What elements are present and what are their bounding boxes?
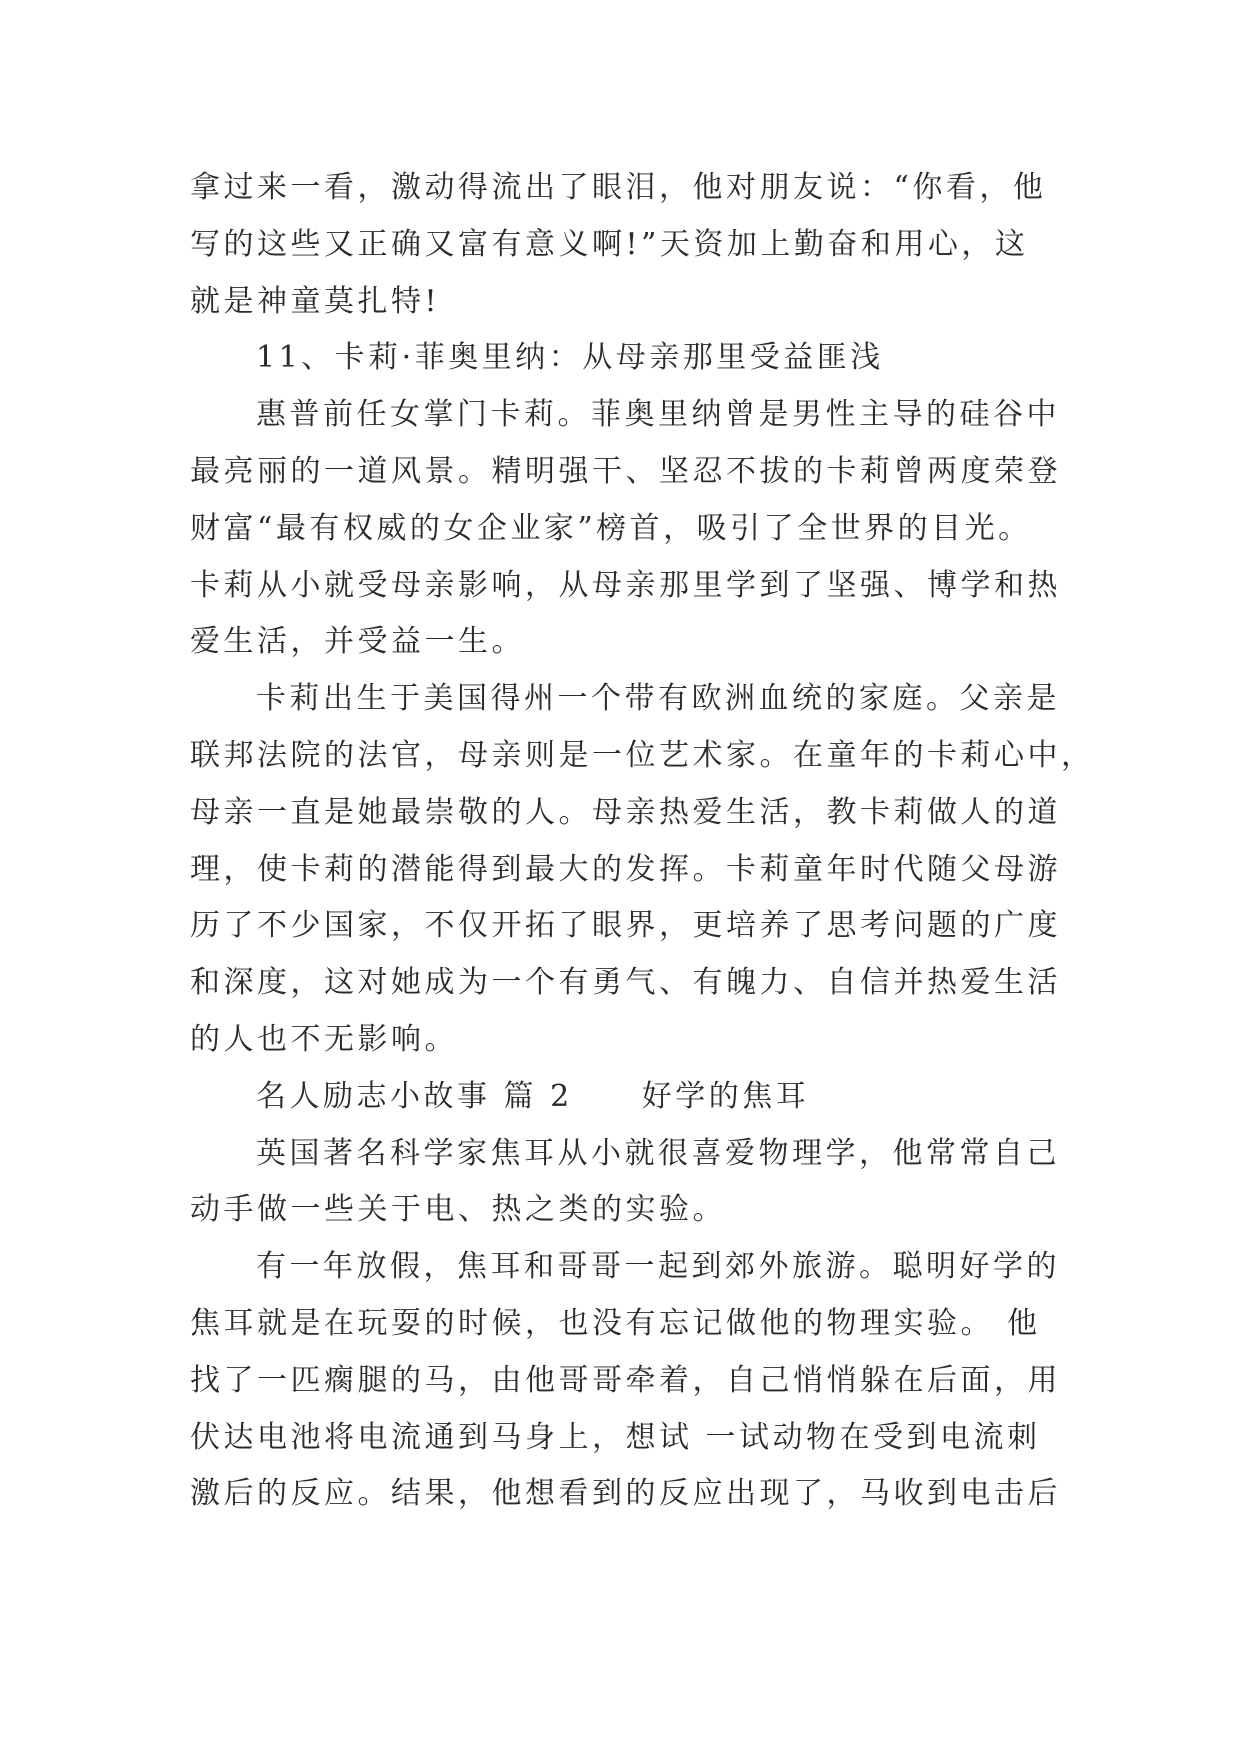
- document-body: [190, 160, 1095, 1523]
- text-line: 母亲一直是她最崇敬的人。母亲热爱生活，教卡莉做人的道: [190, 794, 1061, 830]
- text-line: 的人也不无影响。: [190, 1021, 458, 1057]
- section-heading-kali: 11、卡莉·菲奥里纳：从母亲那里受益匪浅: [256, 340, 884, 376]
- text-line: 拿过来一看，激动得流出了眼泪，他对朋友说：“你看，他: [190, 170, 1047, 205]
- section-heading-part: 篇 2: [503, 1078, 573, 1114]
- text-line: 动手做一些关于电、热之类的实验。: [190, 1192, 726, 1228]
- text-line: 写的这些又正确又富有意义啊!”天资加上勤奋和用心，这: [190, 226, 1029, 262]
- text-line: 找了一匹瘸腿的马，由他哥哥牵着，自己悄悄躲在后面，用: [190, 1362, 1061, 1398]
- section-heading: [190, 1069, 1056, 1126]
- text-line: 最亮丽的一道风景。精明强干、坚忍不拔的卡莉曾两度荣登: [190, 453, 1061, 489]
- text-line: 有一年放假，焦耳和哥哥一起到郊外旅游。聪明好学的: [256, 1249, 1060, 1285]
- section-heading-subtitle: 好学的焦耳: [641, 1078, 810, 1114]
- text-line: 卡莉出生于美国得州一个带有欧洲血统的家庭。父亲是: [256, 681, 1060, 717]
- text-line: 激后的反应。结果，他想看到的反应出现了，马收到电击后: [190, 1476, 1061, 1512]
- text-line: 惠普前任女掌门卡莉。菲奥里纳曾是男性主导的硅谷中: [256, 397, 1060, 433]
- text-line: 和深度，这对她成为一个有勇气、有魄力、自信并热爱生活: [190, 965, 1061, 1001]
- text-line: 历了不少国家，不仅开拓了眼界，更培养了思考问题的广度: [190, 908, 1061, 944]
- text-line: 财富“最有权威的女企业家”榜首，吸引了全世界的目光。: [190, 510, 1032, 546]
- text-line: 理，使卡莉的潜能得到最大的发挥。卡莉童年时代随父母游: [190, 851, 1061, 887]
- section-heading-title: 名人励志小故事: [256, 1078, 491, 1114]
- text-line: 焦耳就是在玩耍的时候，也没有忘记做他的物理实验。 他: [190, 1305, 1041, 1341]
- text-line: 爱生活，并受益一生。: [190, 624, 525, 660]
- text-line: 卡莉从小就受母亲影响，从母亲那里学到了坚强、博学和热: [190, 567, 1061, 603]
- text-line: 就是神童莫扎特!: [190, 283, 441, 319]
- text-line: 伏达电池将电流通到马身上，想试 一试动物在受到电流刺: [190, 1419, 1041, 1455]
- text-line: 联邦法院的法官，母亲则是一位艺术家。在童年的卡莉心中，: [190, 737, 1095, 773]
- text-line: 英国著名科学家焦耳从小就很喜爱物理学，他常常自己: [256, 1135, 1060, 1171]
